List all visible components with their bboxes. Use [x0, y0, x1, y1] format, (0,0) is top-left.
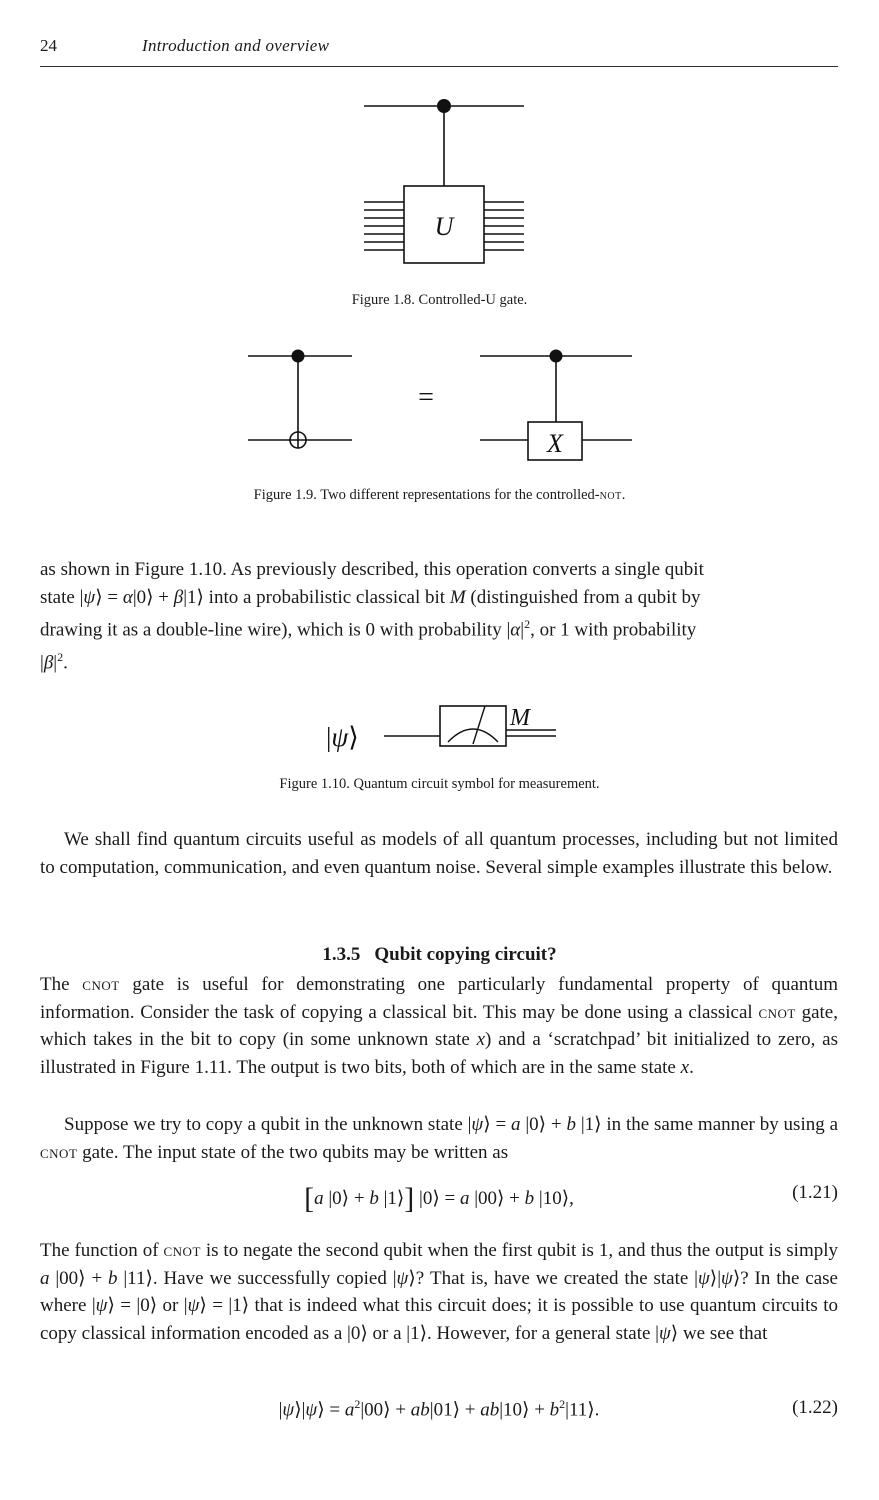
equation-1-21 [40, 1182, 838, 1222]
section-heading [0, 944, 879, 966]
page-number: 24 [40, 36, 57, 55]
figure-1-9-caption: Figure 1.9. Two different representations for the controlled-not. [253, 487, 626, 503]
equation-1-22 [40, 1397, 838, 1437]
figure-1-10-measurement [310, 700, 570, 760]
gate-label-x: X [547, 429, 563, 458]
paragraph-cnot-copy: The cnot gate is useful for demonstrating one particularly fundamental property of quantum information. Consider the task of copying a classical bit. This may be done using a classical cnot gate, which takes in the bit to copy (in some unknown state x) and a ‘scratchpad’ bit initialized to zero, as illustrated in Figure 1.11. The output is two bits, both of which are in the same state x. [40, 974, 839, 1078]
equation-1-21-label: (1.21) [792, 1182, 838, 1203]
equals-sign: = [418, 382, 434, 413]
figure-1-8-controlled-u [350, 90, 540, 270]
header-rule [40, 66, 838, 67]
figure-1-10-caption: Figure 1.10. Quantum circuit symbol for measurement. [279, 776, 600, 792]
gate-label-u: U [434, 212, 454, 241]
figure-1-9-cnot [240, 340, 640, 470]
equation-1-22-body: |ψ⟩|ψ⟩ = $a^2|00⟩$ + ab|01⟩ + ab|10⟩ + $b^2|11⟩$. [278, 1397, 600, 1421]
equation-1-22-label: (1.22) [792, 1397, 838, 1418]
section-title: Qubit copying circuit? [374, 944, 557, 965]
paragraph-measurement: as shown in Figure 1.10. As previously described, this operation converts a single qubit state |ψ⟩ = α|0⟩ + β|1⟩ into a probabilistic classical bit M (distinguished from a qubit by drawing it as a double-line wire), which is 0 with probability $|\alpha|^2$, or 1 with probability $|\beta|^2$. [40, 559, 704, 674]
page-header [40, 36, 838, 66]
psi-input-label: |ψ⟩ [326, 722, 359, 752]
output-label-m: M [510, 705, 530, 731]
paragraph-circuits-models: We shall find quantum circuits useful as models of all quantum processes, including but not limited to computation, communication, and even quantum noise. Several simple examples illustrate this below. [40, 829, 838, 878]
figure-1-8-caption: Figure 1.8. Controlled-U gate. [351, 292, 528, 308]
paragraph-copy-qubit: Suppose we try to copy a qubit in the unknown state |ψ⟩ = a |0⟩ + b |1⟩ in the same manner by using a cnot gate. The input state of the two qubits may be written as [40, 1114, 839, 1163]
running-head: Introduction and overview [142, 36, 330, 55]
section-number: 1.3.5 [322, 944, 361, 965]
equation-1-21-body: [a |0⟩ + b |1⟩] |0⟩ = a |00⟩ + b |10⟩, [304, 1182, 574, 1215]
paragraph-cnot-function: The function of cnot is to negate the second qubit when the first qubit is 1, and thus the output is simply a |00⟩ + b |11⟩. Have we successfully copied |ψ⟩? That is, have we created the state |ψ⟩|ψ⟩? In the case where |ψ⟩ = |0⟩ or |ψ⟩ = |1⟩ that is indeed what this circuit does; it is possible to use quantum circuits to copy classical information encoded as a |0⟩ or a |1⟩. However, for a general state |ψ⟩ we see that [40, 1240, 839, 1344]
